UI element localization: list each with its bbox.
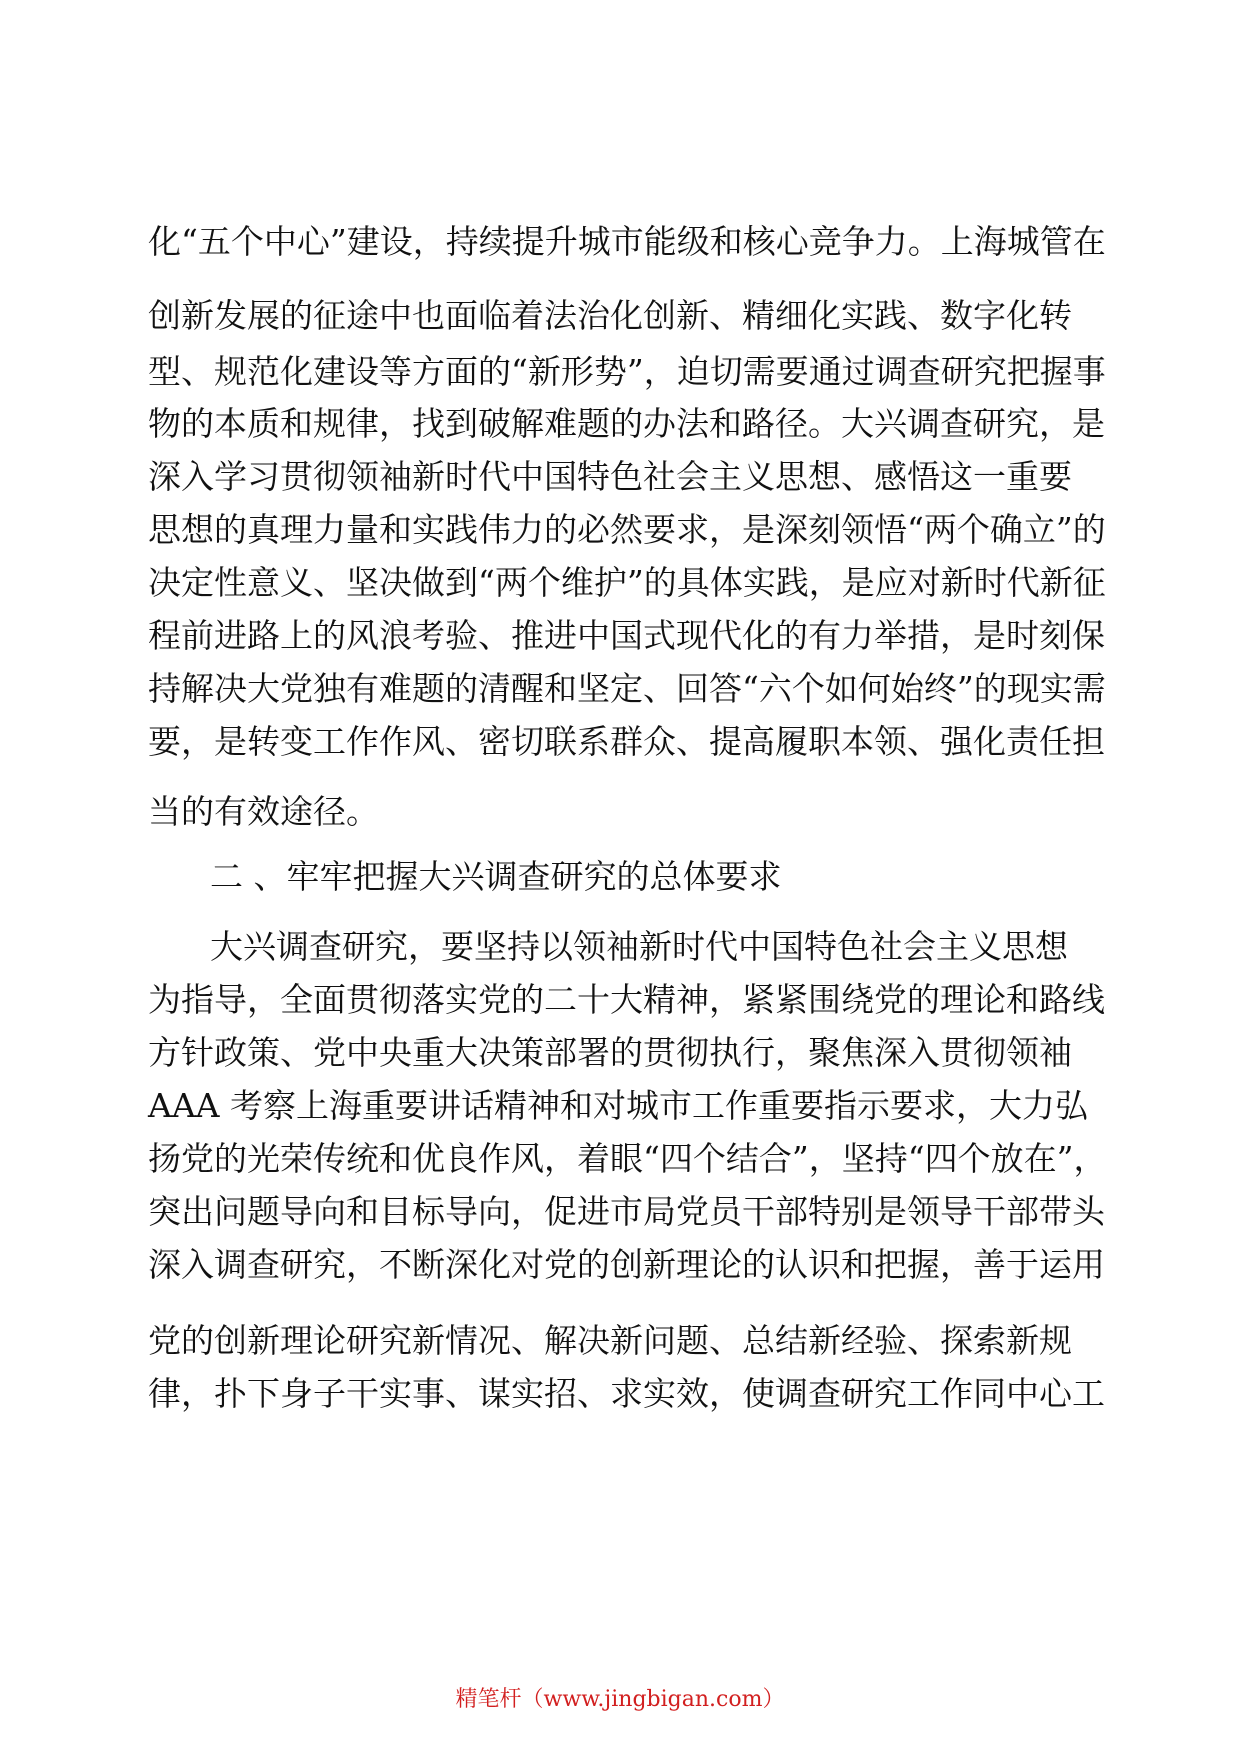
paragraph2-line-5: 扬党的光荣传统和优良作风，着眼“四个结合”，坚持“四个放在”， xyxy=(148,1139,1107,1178)
paragraph2-line-4: AAA 考察上海重要讲话精神和对城市工作重要指示要求，大力弘 xyxy=(148,1086,1088,1125)
body-line-11: 当的有效途径。 xyxy=(148,792,379,831)
body-line-3: 型、规范化建设等方面的“新形势”，迫切需要通过调查研究把握事 xyxy=(148,352,1106,391)
paragraph2-line-9: 律，扑下身子干实事、谋实招、求实效，使调查研究工作同中心工 xyxy=(148,1374,1105,1413)
paragraph2-line-6: 突出问题导向和目标导向，促进市局党员干部特别是领导干部带头 xyxy=(148,1192,1105,1231)
paragraph2-line-8: 党的创新理论研究新情况、解决新问题、总结新经验、探索新规 xyxy=(148,1321,1072,1360)
paragraph2-line-2: 为指导，全面贯彻落实党的二十大精神，紧紧围绕党的理论和路线 xyxy=(148,980,1105,1019)
paragraph2-line-1: 大兴调查研究，要坚持以领袖新时代中国特色社会主义思想 xyxy=(210,927,1068,966)
paragraph2-line-3: 方针政策、党中央重大决策部署的贯彻执行，聚焦深入贯彻领袖 xyxy=(148,1033,1072,1072)
section-heading: 二 、牢牢把握大兴调查研究的总体要求 xyxy=(210,857,782,896)
body-line-9: 持解决大党独有难题的清醒和坚定、回答“六个如何始终”的现实需 xyxy=(148,669,1106,708)
body-line-5: 深入学习贯彻领袖新时代中国特色社会主义思想、感悟这一重要 xyxy=(148,457,1072,496)
paragraph2-line-7: 深入调查研究，不断深化对党的创新理论的认识和把握，善于运用 xyxy=(148,1245,1105,1284)
body-line-1: 化“五个中心”建设，持续提升城市能级和核心竞争力。上海城管在 xyxy=(148,222,1106,261)
body-line-10: 要，是转变工作作风、密切联系群众、提高履职本领、强化责任担 xyxy=(148,722,1105,761)
body-line-4: 物的本质和规律，找到破解难题的办法和路径。大兴调查研究，是 xyxy=(148,404,1105,443)
body-line-7: 决定性意义、坚决做到“两个维护”的具体实践，是应对新时代新征 xyxy=(148,563,1106,602)
body-line-8: 程前进路上的风浪考验、推进中国式现代化的有力举措，是时刻保 xyxy=(148,616,1105,655)
body-line-2: 创新发展的征途中也面临着法治化创新、精细化实践、数字化转 xyxy=(148,296,1072,335)
body-line-6: 思想的真理力量和实践伟力的必然要求，是深刻领悟“两个确立”的 xyxy=(148,510,1106,549)
footer-watermark: 精笔杆（www.jingbigan.com） xyxy=(455,1687,785,1712)
